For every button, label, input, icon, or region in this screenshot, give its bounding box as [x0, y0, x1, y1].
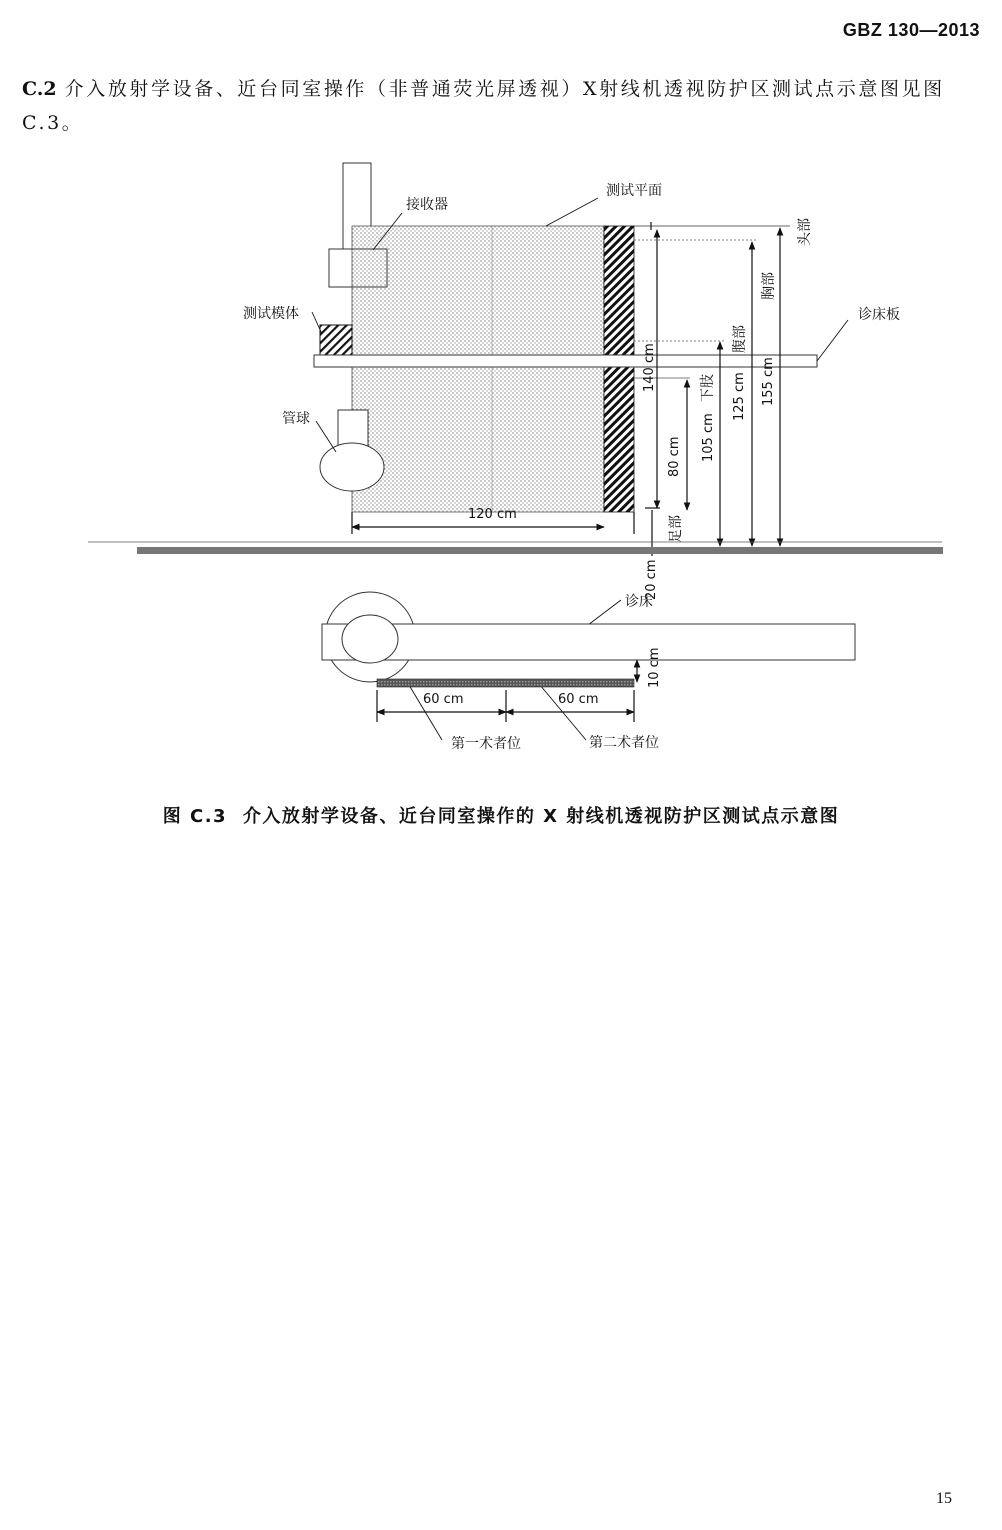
operator-strip: [377, 679, 634, 687]
dim-60cm-second: 60 cm: [558, 692, 599, 707]
dim-120cm: 120 cm: [468, 507, 517, 522]
figure-caption: [0, 802, 1002, 828]
label-lower-limb: 下肢: [700, 374, 716, 402]
dim-80cm: 80 cm: [667, 436, 682, 477]
label-receiver: 接收器: [406, 197, 448, 213]
dim-155cm: 155 cm: [761, 357, 776, 406]
top-view: [322, 592, 855, 687]
section-text: 介入放射学设备、近台同室操作（非普通荧光屏透视）X射线机透视防护区测试点示意图见图C.3。: [22, 78, 945, 134]
label-chest: 胸部: [761, 272, 777, 300]
bed-board-side: [314, 355, 817, 367]
label-first-operator: 第一术者位: [451, 736, 521, 752]
caption-text: 介入放射学设备、近台同室操作的 X 射线机透视防护区测试点示意图: [242, 806, 840, 827]
test-plane-area: [352, 226, 604, 512]
dim-20cm: 20 cm: [644, 559, 659, 600]
section-label: C.2: [22, 78, 57, 100]
label-abdomen: 腹部: [732, 325, 748, 353]
section-paragraph: [22, 72, 982, 140]
floor-bar: [137, 547, 943, 554]
label-tube: 管球: [282, 411, 310, 427]
caption-label: 图 C.3: [162, 806, 228, 827]
page-number: 15: [936, 1490, 952, 1507]
label-bed: 诊床: [625, 594, 653, 610]
tube-top-view: [342, 615, 398, 663]
dim-10cm: 10 cm: [647, 647, 662, 688]
dim-125cm: 125 cm: [732, 372, 747, 421]
figure-c3: [0, 150, 1002, 770]
test-plane-edge: [604, 226, 634, 512]
label-test-phantom: 测试模体: [243, 306, 299, 322]
dim-60cm-first: 60 cm: [423, 692, 464, 707]
tube-body: [320, 443, 384, 491]
label-second-operator: 第二术者位: [589, 735, 659, 751]
label-test-plane: 测试平面: [606, 183, 662, 199]
label-foot: 足部: [668, 515, 684, 543]
label-head: 头部: [797, 218, 813, 246]
standard-number: GBZ 130—2013: [842, 20, 980, 40]
test-phantom: [320, 325, 352, 355]
dim-140cm: 140 cm: [642, 343, 657, 392]
label-bed-board: 诊床板: [858, 307, 900, 323]
bed-top-view: [322, 624, 855, 660]
dim-105cm: 105 cm: [701, 413, 716, 462]
